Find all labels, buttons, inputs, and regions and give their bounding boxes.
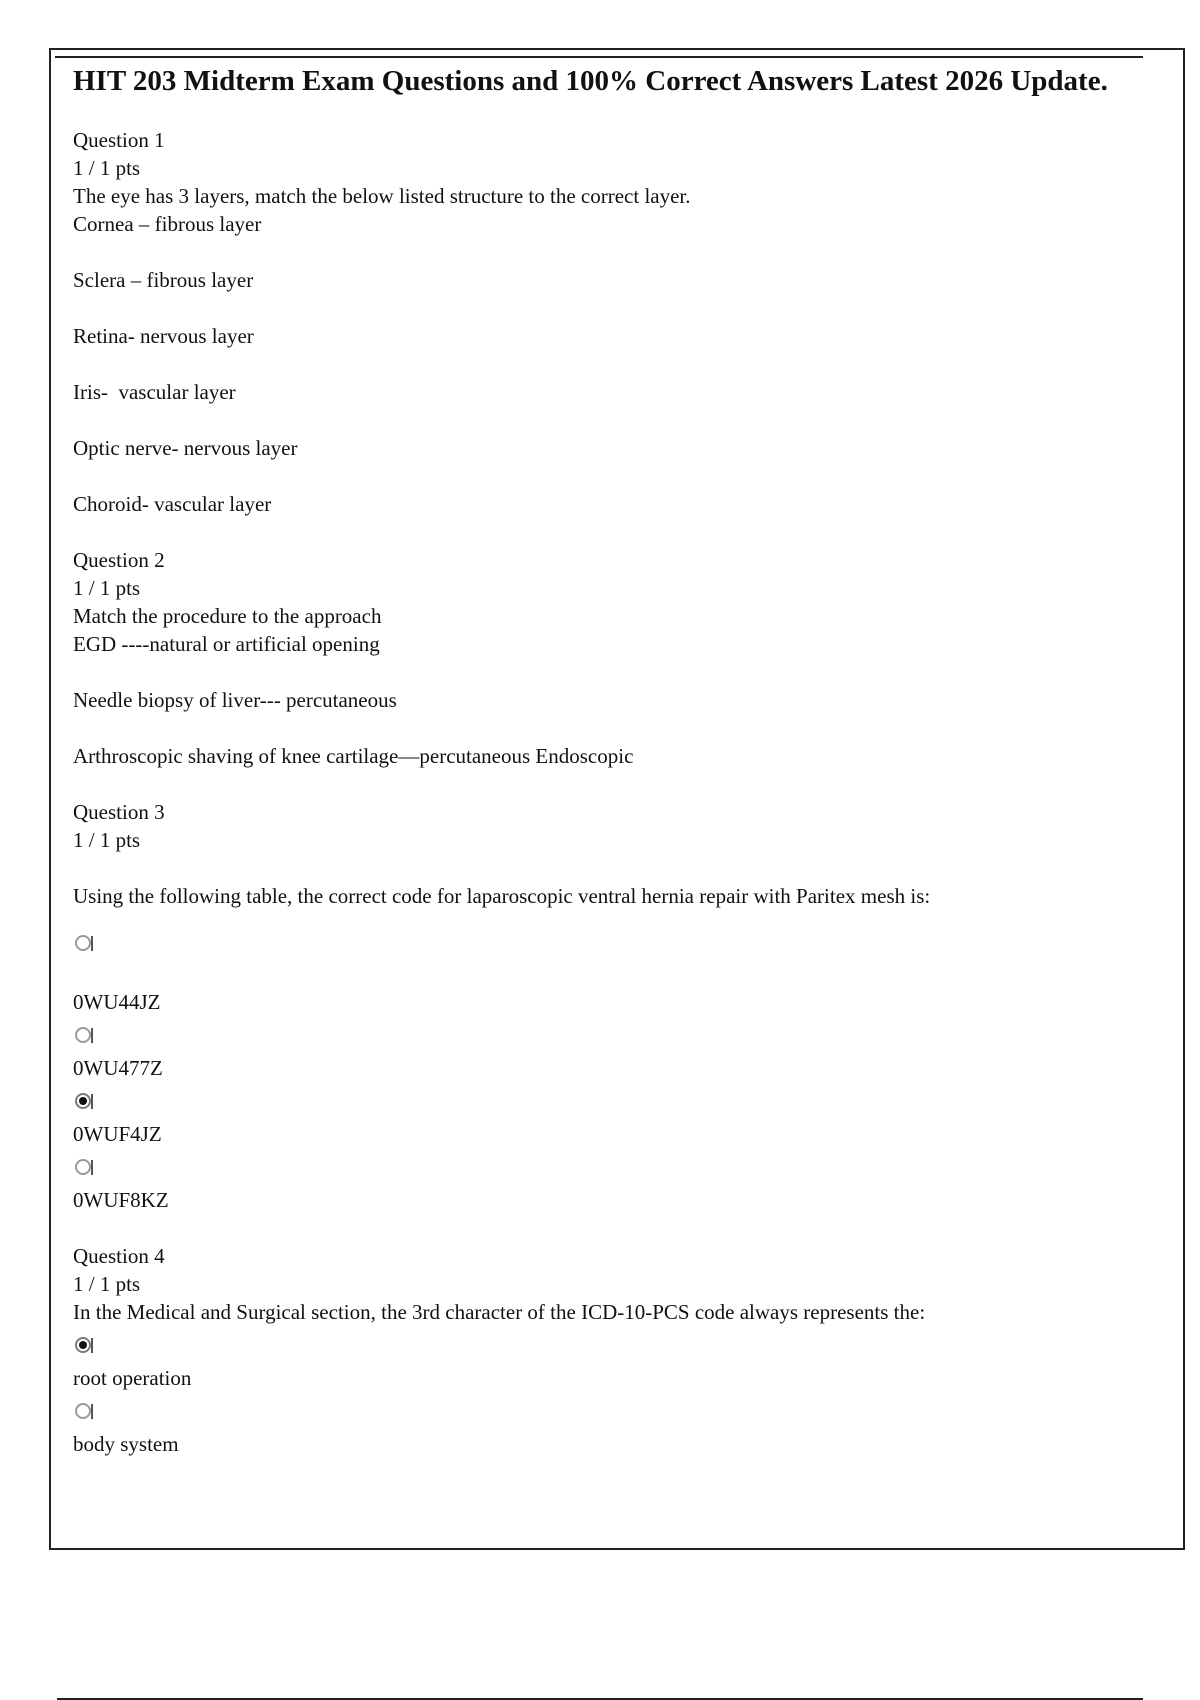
radio-placeholder[interactable] — [73, 924, 1133, 962]
document-content — [73, 62, 1133, 1486]
radio-button-icon[interactable] — [73, 933, 95, 955]
question-2 — [73, 546, 1133, 770]
radio-button-icon[interactable] — [73, 1401, 95, 1423]
question-1 — [73, 126, 1133, 518]
match-item: Choroid- vascular layer — [73, 492, 272, 516]
radio-button-icon[interactable] — [73, 1157, 95, 1179]
match-item: Sclera – fibrous layer — [73, 268, 254, 292]
answer-option-text: 0WUF4JZ — [73, 1122, 162, 1146]
document-title: HIT 203 Midterm Exam Questions and 100% Correct Answers Latest 2026 Update. — [73, 65, 1108, 97]
question-prompt: Using the following table, the correct code for laparoscopic ventral hernia repair with Paritex mesh is: — [73, 884, 931, 908]
match-item: EGD ----natural or artificial opening — [73, 632, 380, 656]
answer-option-text: 0WUF8KZ — [73, 1188, 169, 1212]
question-label: Question 2 — [73, 548, 165, 572]
question-label: Question 1 — [73, 128, 165, 152]
answer-option-text: root operation — [73, 1366, 192, 1390]
radio-button-selected-icon[interactable] — [73, 1091, 95, 1113]
match-item: Cornea – fibrous layer — [73, 212, 262, 236]
answer-option-text: 0WU477Z — [73, 1056, 163, 1080]
match-item: Iris- vascular layer — [73, 380, 236, 404]
answer-option-text: 0WU44JZ — [73, 990, 161, 1014]
match-item: Needle biopsy of liver--- percutaneous — [73, 688, 397, 712]
answer-option-text: body system — [73, 1432, 179, 1456]
answer-radio-1[interactable] — [73, 1326, 1133, 1364]
top-rule — [55, 56, 1143, 58]
question-prompt: Match the procedure to the approach — [73, 604, 382, 628]
question-points: 1 / 1 pts — [73, 1272, 141, 1296]
match-item: Arthroscopic shaving of knee cartilage—percutaneous Endoscopic — [73, 744, 634, 768]
match-item: Retina- nervous layer — [73, 324, 254, 348]
radio-button-icon[interactable] — [73, 1025, 95, 1047]
question-label: Question 4 — [73, 1244, 165, 1268]
question-prompt: In the Medical and Surgical section, the 3rd character of the ICD-10-PCS code always represents the: — [73, 1300, 926, 1324]
answer-radio-3[interactable] — [73, 1082, 1133, 1120]
question-4 — [73, 1242, 1133, 1458]
question-points: 1 / 1 pts — [73, 156, 141, 180]
answer-radio-2[interactable] — [73, 1392, 1133, 1430]
question-points: 1 / 1 pts — [73, 576, 141, 600]
question-points: 1 / 1 pts — [73, 828, 141, 852]
question-prompt: The eye has 3 layers, match the below listed structure to the correct layer. — [73, 184, 691, 208]
answer-radio-4[interactable] — [73, 1148, 1133, 1186]
radio-button-selected-icon[interactable] — [73, 1335, 95, 1357]
question-label: Question 3 — [73, 800, 165, 824]
question-3 — [73, 798, 1133, 1214]
answer-radio-2[interactable] — [73, 1016, 1133, 1054]
match-item: Optic nerve- nervous layer — [73, 436, 298, 460]
